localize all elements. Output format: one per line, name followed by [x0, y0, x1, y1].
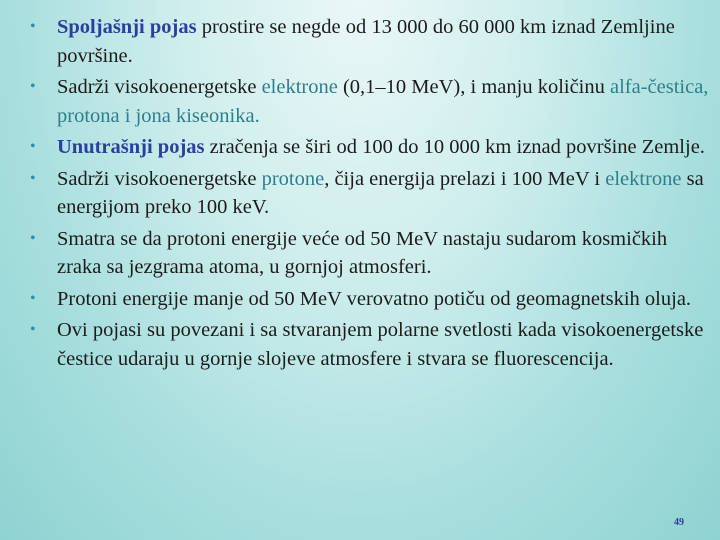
bullet-item: [30, 225, 710, 282]
bullet-text: prostire se negde od 13 000 do 60 000 km iznad Zemljine površine.: [57, 16, 675, 67]
bullet-marker-icon: •: [30, 289, 36, 307]
bullet-marker-icon: •: [30, 321, 36, 338]
bullet-item: [30, 285, 710, 314]
page-number: 49: [674, 517, 684, 528]
bullet-text: sa energijom preko 100 keV.: [57, 167, 704, 218]
bullet-item: [30, 133, 710, 162]
highlighted-term: protone: [261, 167, 325, 190]
bullet-text: Sadrži visokoenergetske: [57, 76, 262, 98]
bullet-marker-icon: •: [30, 18, 36, 35]
bullet-marker-icon: •: [30, 138, 36, 155]
bullet-text: zračenja se širi od 100 do 10 000 km iznad površine Zemlje.: [204, 136, 705, 158]
bullet-text: Sadrži visokoenergetske: [57, 167, 262, 190]
highlighted-term: elektrone: [605, 167, 682, 190]
bullet-text: Smatra se da protoni energije veće od 50 MeV nastaju sudarom kosmičkih zraka sa jezgrama atoma, u gornjoj atmosferi.: [57, 227, 668, 278]
bullet-marker-icon: •: [30, 229, 36, 247]
bullet-item: [30, 316, 710, 373]
highlighted-term: alfa-čestica, protona i jona kiseonika: [57, 76, 709, 127]
bullet-text: .: [254, 104, 260, 127]
bullet-title-text: Unutrašnji pojas: [57, 136, 205, 158]
bullet-text: (0,1–10 MeV), i manju količinu: [337, 76, 610, 98]
bullet-text: Protoni energije manje od 50 MeV verovatno potiču od geomagnetskih oluja.: [57, 287, 692, 310]
bullet-item: [30, 73, 710, 130]
bullet-list: [30, 13, 710, 376]
highlighted-term: elektrone: [261, 76, 338, 98]
bullet-marker-icon: •: [30, 169, 36, 187]
bullet-marker-icon: •: [30, 78, 36, 95]
bullet-item: [30, 165, 710, 222]
bullet-text: , čija energija prelazi i 100 MeV i: [324, 167, 606, 190]
bullet-title-text: Spoljašnji pojas: [57, 16, 197, 38]
bullet-text: Ovi pojasi su povezani i sa stvaranjem polarne svetlosti kada visokoenergetske čestice udaraju u gornje slojeve atmosfere i stvara se fluorescencija.: [57, 319, 704, 370]
bullet-item: [30, 13, 710, 70]
